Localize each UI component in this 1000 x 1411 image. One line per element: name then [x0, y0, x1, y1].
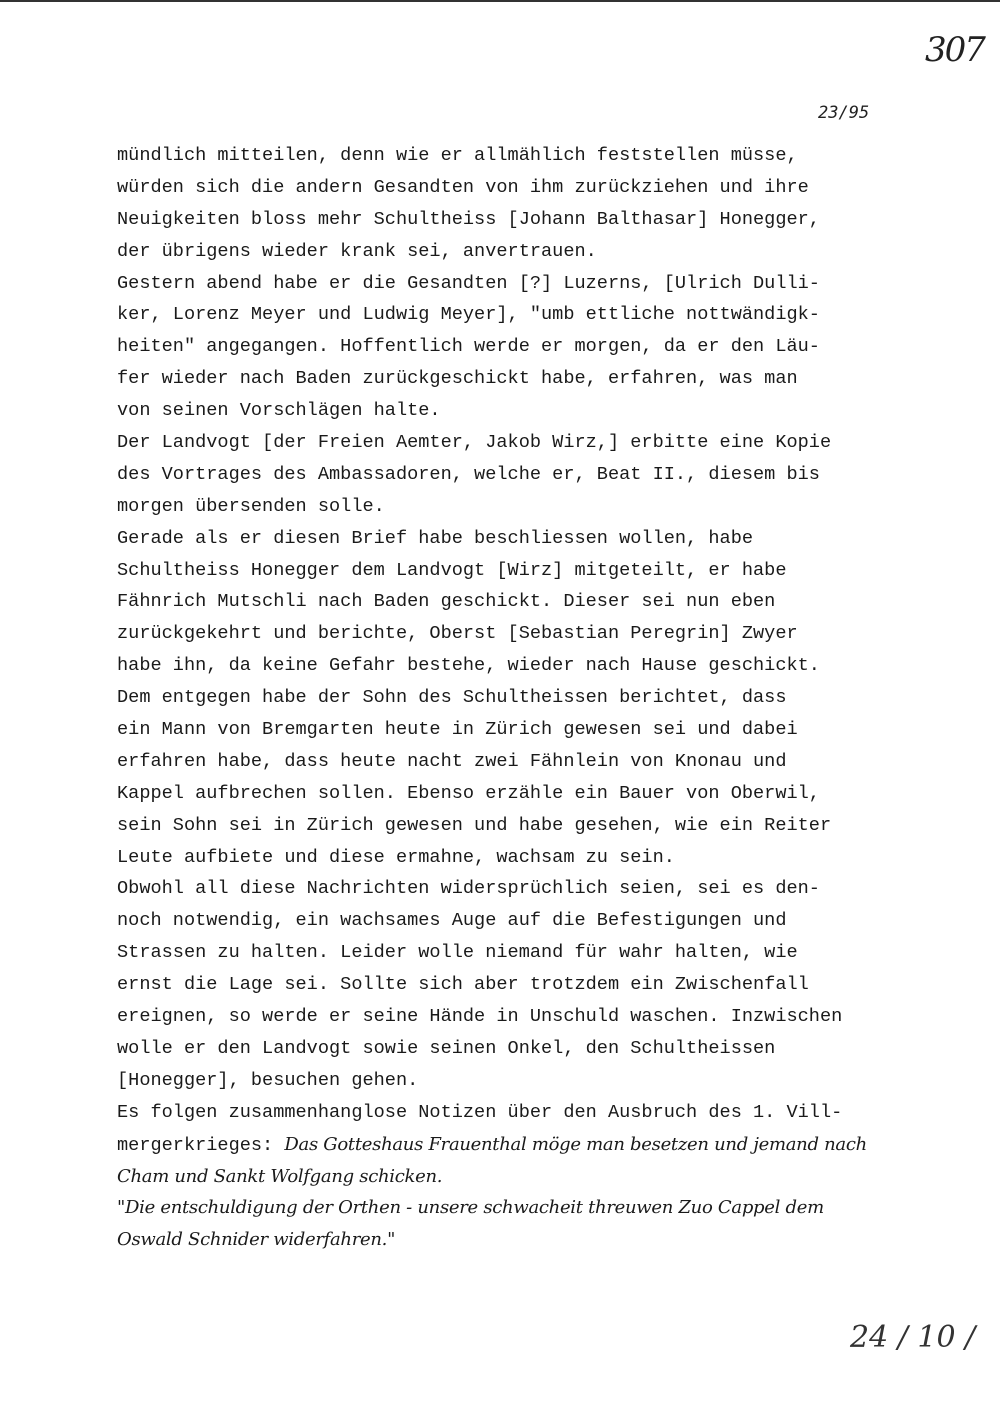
text-line: Dem entgegen habe der Sohn des Schultheissen berichtet, dass	[117, 687, 787, 709]
text-line: Der Landvogt [der Freien Aemter, Jakob Wirz,] erbitte eine Kopie	[117, 432, 832, 454]
text-line: Obwohl all diese Nachrichten widersprüchlich seien, sei es den-	[117, 878, 820, 900]
body-text	[117, 140, 907, 1256]
text-line: Es folgen zusammenhanglose Notizen über den Ausbruch des 1. Vill-	[117, 1101, 843, 1123]
text-line: Gestern abend habe er die Gesandten [?] Luzerns, [Ulrich Dulli-	[117, 272, 820, 294]
top-border	[0, 0, 1000, 2]
text-line: der übrigens wieder krank sei, anvertrauen.	[117, 240, 597, 262]
text-line: habe ihn, da keine Gefahr bestehe, wieder nach Hause geschickt.	[117, 655, 820, 677]
page-number: 23/95	[818, 103, 870, 123]
text-line: heiten" angegangen. Hoffentlich werde er morgen, da er den Läu-	[117, 336, 820, 358]
text-line: ereignen, so werde er seine Hände in Unschuld waschen. Inzwischen	[117, 1006, 843, 1028]
text-line: des Vortrages des Ambassadoren, welche er, Beat II., diesem bis	[117, 463, 820, 485]
text-line: ernst die Lage sei. Sollte sich aber trotzdem ein Zwischenfall	[117, 974, 809, 996]
text-line: Leute aufbiete und diese ermahne, wachsam zu sein.	[117, 846, 675, 868]
text-line: zurückgekehrt und berichte, Oberst [Sebastian Peregrin] Zwyer	[117, 623, 798, 645]
text-line: wolle er den Landvogt sowie seinen Onkel, den Schultheissen	[117, 1037, 776, 1059]
script-text-line: Cham und Sankt Wolfgang schicken.	[117, 1165, 443, 1187]
text-line: Fähnrich Mutschli nach Baden geschickt. Dieser sei nun eben	[117, 591, 776, 613]
script-text-line: Oswald Schnider widerfahren."	[117, 1229, 396, 1251]
handwritten-folio-number: 307	[925, 30, 984, 70]
text-line: noch notwendig, ein wachsames Auge auf die Befestigungen und	[117, 910, 787, 932]
plain-fragment: mergerkrieges:	[117, 1134, 285, 1156]
mixed-text-line	[117, 1129, 907, 1161]
text-line: erfahren habe, dass heute nacht zwei Fähnlein von Knonau und	[117, 750, 787, 772]
text-line: würden sich die andern Gesandten von ihm zurückziehen und ihre	[117, 176, 809, 198]
handwritten-bottom-mark: 24 / 10 /	[850, 1320, 976, 1355]
text-line: sein Sohn sei in Zürich gewesen und habe gesehen, wie ein Reiter	[117, 814, 832, 836]
text-line: Strassen zu halten. Leider wolle niemand für wahr halten, wie	[117, 942, 798, 964]
text-line: mündlich mitteilen, denn wie er allmählich feststellen müsse,	[117, 145, 798, 166]
text-line: von seinen Vorschlägen halte.	[117, 400, 441, 422]
text-line: [Honegger], besuchen gehen.	[117, 1069, 419, 1091]
text-line: fer wieder nach Baden zurückgeschickt habe, erfahren, was man	[117, 368, 798, 390]
text-line: Gerade als er diesen Brief habe beschliessen wollen, habe	[117, 527, 754, 549]
text-line: Neuigkeiten bloss mehr Schultheiss [Johann Balthasar] Honegger,	[117, 208, 820, 230]
text-line: ker, Lorenz Meyer und Ludwig Meyer], "umb ettliche nottwändigk-	[117, 304, 820, 326]
script-text-line: "Die entschuldigung der Orthen - unsere schwacheit threuwen Zuo Cappel dem	[117, 1197, 824, 1219]
text-line: Kappel aufbrechen sollen. Ebenso erzähle ein Bauer von Oberwil,	[117, 782, 820, 804]
text-line: morgen übersenden solle.	[117, 495, 385, 517]
text-line: Schultheiss Honegger dem Landvogt [Wirz] mitgeteilt, er habe	[117, 559, 787, 581]
script-fragment: Das Gotteshaus Frauenthal möge man besetzen und jemand nach	[284, 1133, 867, 1155]
text-line: ein Mann von Bremgarten heute in Zürich gewesen sei und dabei	[117, 719, 798, 741]
